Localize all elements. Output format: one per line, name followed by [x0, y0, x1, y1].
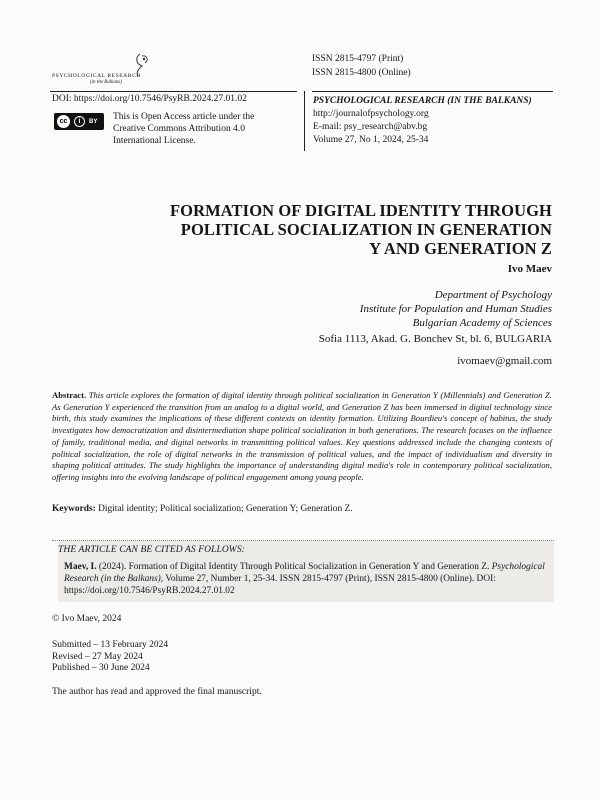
- license-line: Creative Commons Attribution 4.0: [113, 124, 245, 134]
- license-line: International License.: [113, 136, 196, 146]
- copyright: © Ivo Maev, 2024: [52, 614, 122, 624]
- license-text: [113, 111, 293, 147]
- affiliation-line: Department of Psychology: [434, 289, 552, 301]
- citation-part2: , Volume 27, Number 1, 25-34. ISSN 2815-4797 (Print), ISSN 2815-4800 (Online). DOI: https://doi.org/10.7546/PsyRB.2024.27.01.02: [64, 574, 496, 596]
- author-affiliation: [250, 288, 552, 330]
- journal-url[interactable]: http://journalofpsychology.org: [313, 109, 429, 119]
- by-label: BY: [89, 118, 98, 125]
- revised-date: Revised – 27 May 2024: [52, 651, 143, 662]
- issn-block: [312, 52, 411, 80]
- issn-print: ISSN 2815-4797 (Print): [312, 54, 404, 64]
- keywords-label: Keywords:: [52, 504, 96, 514]
- doi-line[interactable]: DOI: https://doi.org/10.7546/PsyRB.2024.27.01.02: [52, 94, 247, 104]
- author-address: Sofia 1113, Akad. G. Bonchev St, bl. 6, BULGARIA: [318, 333, 552, 345]
- citation-heading: THE ARTICLE CAN BE CITED AS FOLLOWS:: [58, 545, 245, 555]
- author-email[interactable]: ivomaev@gmail.com: [457, 355, 552, 367]
- journal-info: [313, 95, 532, 147]
- published-date: Published – 30 June 2024: [52, 663, 150, 673]
- citation-author: Maev, I.: [64, 562, 97, 572]
- abstract-label: Abstract.: [52, 390, 87, 400]
- journal-email[interactable]: E-mail: psy_research@abv.bg: [313, 122, 428, 132]
- issn-online: ISSN 2815-4800 (Online): [312, 68, 411, 78]
- author-name: Ivo Maev: [507, 263, 552, 275]
- citation-journal: Psychological Research (in the Balkans): [64, 562, 545, 584]
- article-title: [120, 201, 552, 258]
- citation-text: [64, 561, 550, 597]
- affiliation-line: Bulgarian Academy of Sciences: [412, 317, 552, 329]
- title-line: POLITICAL SOCIALIZATION IN GENERATION: [180, 220, 552, 239]
- affiliation-line: Institute for Population and Human Studies: [359, 303, 552, 315]
- abstract: [52, 390, 552, 484]
- journal-title: PSYCHOLOGICAL RESEARCH (IN THE BALKANS): [313, 96, 532, 106]
- approval-note: The author has read and approved the final manuscript.: [52, 687, 262, 697]
- header-rule-right: [312, 91, 553, 92]
- logo-text: PSYCHOLOGICAL RESEARCH: [52, 73, 141, 79]
- abstract-text: This article explores the formation of digital identity through political socialization in Generation Y (Millennials) and Generation Z. As Generation Y experienced the transition from an analog to a digital world, and Generation Z has been immersed in digital technology since birth, this study examines the implications of these different contexts on identity formation. Utilizing Bourdieu's concept of habitus, the study investigates how democratization and disintermediation shape political socialization in both generations. The research focuses on the influence of family, traditional media, and digital networks in transmitting political values. Key questions addressed include the changing contexts of political socialization, the role of digital networks in the transmission of political values, and the impact of individualism and diversity in shaping political attitudes. The study highlights the importance of understanding digital media's role in contemporary political socialization, offering insights into the evolving landscape of political engagement among young people.: [52, 390, 552, 482]
- by-icon: i: [74, 116, 85, 127]
- submitted-date: Submitted – 13 February 2024: [52, 640, 169, 650]
- header-divider: [304, 91, 305, 151]
- keywords-text: Digital identity; Political socialization; Generation Y; Generation Z.: [98, 504, 353, 514]
- cc-by-license-icon[interactable]: [54, 113, 104, 130]
- license-line: This is Open Access article under the: [113, 112, 255, 122]
- citation-part1: (2024). Formation of Digital Identity Through Political Socialization in Generation Y and Generation Z.: [96, 562, 492, 572]
- header-rule-left: [50, 91, 297, 92]
- journal-volume: Volume 27, No 1, 2024, 25-34: [313, 135, 429, 145]
- journal-logo-icon: [52, 50, 202, 90]
- title-line: Y AND GENERATION Z: [369, 239, 552, 258]
- keywords: [52, 504, 552, 514]
- logo-subtext: (in the Balkans): [90, 80, 122, 85]
- cc-icon: cc: [57, 115, 70, 128]
- history-dates: [52, 640, 168, 675]
- title-line: FORMATION OF DIGITAL IDENTITY THROUGH: [169, 201, 552, 220]
- citation-rule: [52, 540, 554, 541]
